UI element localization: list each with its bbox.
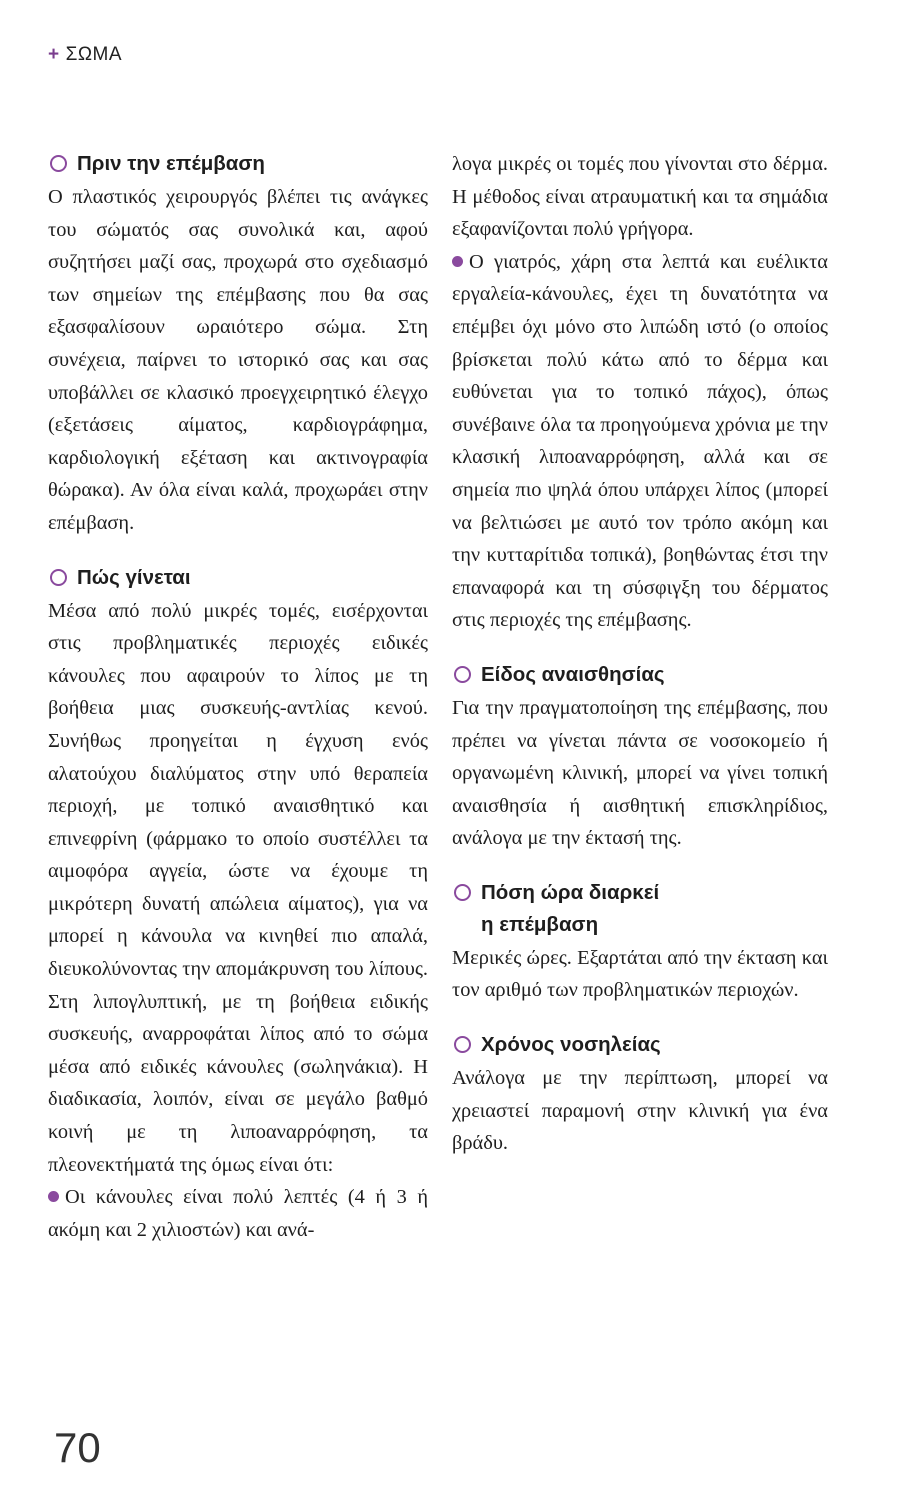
heading-anesthesia (452, 659, 828, 691)
circle-bullet-icon (50, 569, 67, 586)
circle-bullet-icon (454, 666, 471, 683)
heading-hospital-text: Χρόνος νοσηλείας (481, 1033, 661, 1057)
paragraph-anesthesia: Για την πραγματοποίηση της επέμβασης, που πρέπει να γίνεται πάντα σε νοσοκομείο ή οργανωμένη κλινική, μπορεί να γίνει τοπική αναισθησία ή αισθητική επισκληρίδιος, ανάλογα με την έκτασή της. (452, 696, 828, 850)
paragraph-hospital: Ανάλογα με την περίπτωση, μπορεί να χρειαστεί παραμονή στην κλινική για ένα βράδυ. (452, 1067, 828, 1155)
heading-duration-text: Πόση ώρα διαρκεί η επέμβαση (481, 880, 660, 936)
page-number: 70 (54, 1424, 101, 1471)
circle-bullet-icon (454, 884, 471, 901)
section-title: ΣΩΜΑ (65, 44, 123, 65)
bullet-text: Ο γιατρός, χάρη στα λεπτά και ευέλικτα εργαλεία-κάνουλες, έχει τη δυνατότητα να επέμβει όχι μόνο στο λιπώδη ιστό (ο οποίος βρίσκεται πολύ κάτω από το δέρμα και ευθύνεται για το τοπικό πάχος), όπως συνέβαινε όλα τα προηγούμενα χρόνια με την κλασική λιποαναρρόφηση, αλλά και σε σημεία πιο ψηλά όπου υπάρχει λίπος (μπορεί να βελτιώσει με αυτό τον τρόπο ακόμη και την κυτταρίτιδα τοπικά), βοηθώντας έτσι την επαναφορά και τη σύσφιγξη του δέρματος στις περιοχές της επέμβασης. (452, 250, 828, 632)
section-hospital (452, 1029, 828, 1160)
section-before (48, 148, 428, 540)
section-header (48, 44, 122, 66)
section-bullets (452, 148, 828, 637)
bullet-continuation: λογα μικρές οι τομές που γίνονται στο δέρμα. Η μέθοδος είναι ατραυματική και τα σημάδια εξαφανίζονται πολύ γρήγορα. (452, 153, 828, 241)
heading-how-text: Πώς γίνεται (77, 565, 191, 589)
circle-bullet-icon (50, 155, 67, 172)
paragraph-how: Μέσα από πολύ μικρές τομές, εισέρχονται στις προβληματικές περιοχές ειδικές κάνουλες που αφαιρούν το λίπος με τη βοήθεια μιας συσκευής-αντλίας κενού. Συνήθως προηγείται η έγχυση ενός αλατούχου διαλύματος στην υπό θεραπεία περιοχή, με τοπικό αναισθητικό και επινεφρίνη (φάρμακο το οποίο συστέλλει τα αιμοφόρα αγγεία, ώστε να έχουμε τη μικρότερη δυνατή απώλεια αίματος), για να μπορεί η κάνουλα να κινηθεί πιο απαλά, διευκολύνοντας την απομάκρυνση του λίπους. Στη λιπογλυπτική, με τη βοήθεια ειδικής συσκευής, αναρροφάται λίπος από το σώμα μέσα από ειδικές κάνουλες (σωληνάκια). Η διαδικασία, λοιπόν, είναι σε μεγάλο βαθμό κοινή με τη λιποαναρρόφηση, τα πλεονεκτήματά της όμως είναι ότι: (48, 599, 428, 1176)
circle-bullet-icon (454, 1036, 471, 1053)
paragraph-duration: Μερικές ώρες. Εξαρτάται από την έκταση και τον αριθμό των προβληματικών περιοχών. (452, 946, 828, 1002)
heading-before (48, 148, 428, 180)
bullet-item (48, 1181, 428, 1246)
bullet-text: Οι κάνουλες είναι πολύ λεπτές (4 ή 3 ή ακόμη και 2 χιλιοστών) και ανά- (48, 1186, 428, 1241)
section-how (48, 562, 428, 1247)
right-column (452, 148, 828, 1182)
section-anesthesia (452, 659, 828, 855)
left-column (48, 148, 428, 1268)
heading-hospital (452, 1029, 828, 1061)
heading-duration (452, 877, 828, 941)
heading-anesthesia-text: Είδος αναισθησίας (481, 662, 665, 686)
paragraph-before: Ο πλαστικός χειρουργός βλέπει τις ανάγκες του σώματός σας συνολικά και, αφού συζητήσει μαζί σας, προχωρά στο σχεδιασμό των σημείων της επέμβασης που θα σας εξασφαλίσουν ωραιότερο σώμα. Στη συνέχεια, παίρνει το ιστορικό σας και σας υποβάλλει σε κλασικό προεγχειρητικό έλεγχο (εξετάσεις αίματος, καρδιογράφημα, καρδιολογική εξέταση και ακτινογραφία θώρακα). Αν όλα είναι καλά, προχωράει στην επέμβαση. (48, 186, 428, 534)
section-duration (452, 877, 828, 1007)
bullet-item (452, 246, 828, 637)
dot-bullet-icon (48, 1191, 59, 1202)
heading-before-text: Πριν την επέμβαση (77, 152, 265, 175)
plus-icon: + (48, 44, 60, 65)
heading-how (48, 562, 428, 594)
dot-bullet-icon (452, 256, 463, 267)
